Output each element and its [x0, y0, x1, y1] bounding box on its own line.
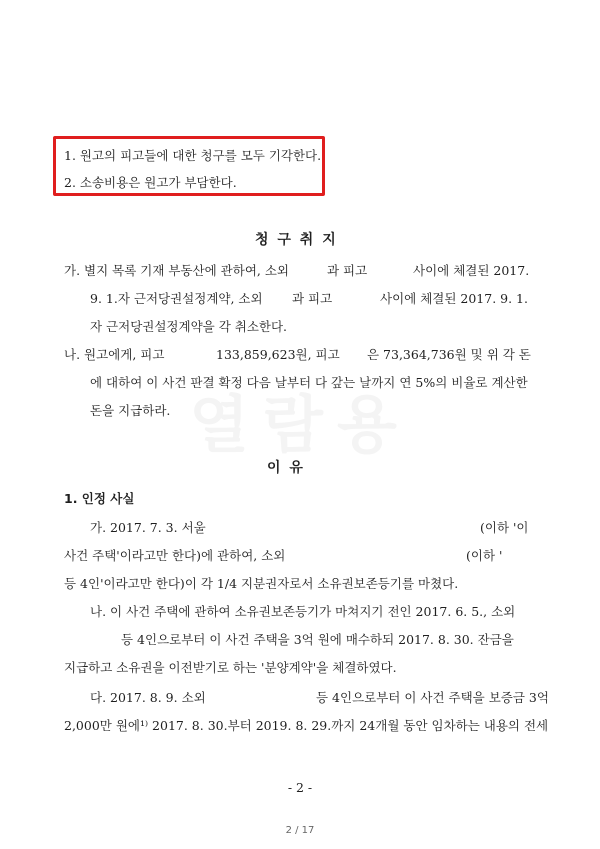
claim-a-line2-b: 과 피고: [292, 291, 333, 306]
fact-da-line1: 다. 2017. 8. 9. 소외: [90, 690, 206, 705]
section-1-title: 1. 인정 사실: [64, 491, 135, 506]
claim-a-line2: 9. 1.자 근저당권설정계약, 소외: [90, 291, 263, 306]
claim-a-line3: 자 근저당권설정계약을 각 취소한다.: [90, 319, 288, 334]
fact-na-line2: 등 4인으로부터 이 사건 주택을 3억 원에 매수하되 2017. 8. 30. 잔금을: [121, 632, 514, 647]
claim-title: 청 구 취 지: [255, 232, 338, 248]
claim-b-line2: 에 대하여 이 사건 판결 확정 다음 날부터 다 갚는 날까지 연 5%의 비율로 계산한: [90, 375, 528, 390]
fact-na-line3: 지급하고 소유권을 이전받기로 하는 '분양계약'을 체결하였다.: [64, 660, 397, 675]
fact-na-line1: 나. 이 사건 주택에 관하여 소유권보존등기가 마쳐지기 전인 2017. 6. 5., 소외: [90, 604, 516, 619]
claim-a-line1: 가. 별지 목록 기재 부동산에 관하여, 소외: [64, 263, 289, 278]
claim-a-line1-c: 사이에 체결된 2017.: [413, 263, 530, 278]
fact-ga-line2: 사건 주택'이라고만 한다)에 관하여, 소외: [64, 548, 286, 563]
watermark: 열람용: [189, 388, 411, 461]
reasons-title: 이 유: [267, 460, 305, 476]
claim-b-line3: 돈을 지급하라.: [90, 403, 171, 418]
fact-ga-line1: 가. 2017. 7. 3. 서울: [90, 520, 206, 535]
judgment-item-2: 2. 소송비용은 원고가 부담한다.: [64, 175, 237, 190]
page-number: - 2 -: [287, 780, 313, 795]
fact-ga-line1-b: (이하 '이: [480, 520, 529, 535]
fact-ga-line2-b: (이하 ': [466, 548, 503, 563]
claim-a-line1-b: 과 피고: [327, 263, 368, 278]
claim-b-line1: 나. 원고에게, 피고: [64, 347, 165, 362]
claim-a-line2-c: 사이에 체결된 2017. 9. 1.: [380, 291, 528, 306]
page-counter: 2 / 17: [285, 825, 315, 836]
fact-da-line2: 2,000만 원에¹⁾ 2017. 8. 30.부터 2019. 8. 29.까지 24개월 동안 임차하는 내용의 전세: [64, 718, 549, 733]
claim-b-line1-c: 은 73,364,736원 및 위 각 돈: [367, 347, 531, 362]
claim-b-line1-b: 133,859,623원, 피고: [216, 347, 340, 362]
fact-da-line1-b: 등 4인으로부터 이 사건 주택을 보증금 3억: [316, 690, 549, 705]
fact-ga-line3: 등 4인'이라고만 한다)이 각 1/4 지분권자로서 소유권보존등기를 마쳤다.: [64, 576, 459, 591]
judgment-item-1: 1. 원고의 피고들에 대한 청구를 모두 기각한다.: [64, 148, 322, 163]
